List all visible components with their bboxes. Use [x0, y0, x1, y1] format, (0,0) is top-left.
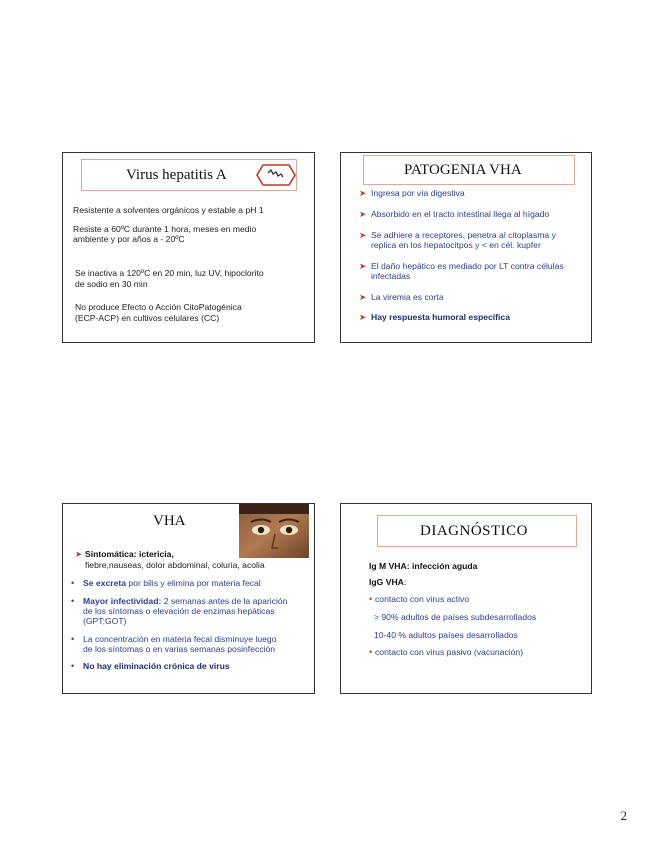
igm-heading: Ig M VHA: infección aguda: [369, 561, 478, 571]
bullet-text: de los síntomas o elevación de enzimas hepáticas: [83, 606, 275, 616]
text-line: Resistente a solventes orgánicos y estable a pH 1: [73, 205, 264, 215]
bullet-text: contacto con virus pasivo (vacunación): [375, 647, 524, 657]
slide-virus-hepatitis-a: [62, 152, 315, 343]
bullet-text: Se excreta por bilis y elimina por materia fecal: [83, 578, 261, 588]
bullet-arrow-icon: ➤: [359, 209, 367, 219]
slide-vha: [62, 503, 315, 694]
page-number: 2: [620, 808, 627, 823]
slide-title: VHA: [153, 513, 186, 529]
symptoms-heading: Sintomática: ictericia,: [85, 549, 174, 559]
bullet-arrow-icon: ➤: [359, 230, 367, 240]
bullet-text: contacto con virus activo: [375, 594, 470, 604]
bullet-dot-icon: •: [71, 578, 75, 588]
bullet-dot-icon: •: [369, 594, 373, 604]
bullet-text: (GPT;GOT): [83, 616, 127, 626]
bullet-text: La viremia es corta: [371, 292, 444, 302]
bullet-text: Ingresa por vía digestiva: [371, 188, 465, 198]
bullet-text: de los síntomas o en varias semanas posinfección: [83, 644, 276, 654]
bullet-text: 10-40 % adultos países desarrollados: [374, 630, 518, 640]
bullet-text: La concentración en materia fecal disminuye luego: [83, 634, 277, 644]
slide-title-box: [81, 159, 297, 191]
patient-face-image: [239, 504, 309, 558]
bullet-dot-icon: •: [71, 596, 75, 606]
bullet-dot-icon: •: [71, 634, 75, 644]
slide-title: Virus hepatitis A: [126, 167, 227, 183]
bullet-text: replica en los hepatocitpos y < en cél. kupfer: [371, 240, 541, 250]
slide-title: DIAGNÓSTICO: [420, 523, 528, 539]
slide-title-box: [363, 155, 575, 185]
bullet-arrow-icon: ➤: [359, 312, 367, 322]
bullet-arrow-icon: ➤: [359, 261, 367, 271]
bullet-text: Se adhiere a receptores, penetra al citoplasma y: [371, 230, 556, 240]
bullet-arrow-icon: ➤: [359, 188, 367, 198]
bullet-arrow-icon: ➤: [75, 549, 83, 559]
slide-diagnostico: [340, 503, 592, 694]
text-line: No produce Efecto o Acción CitoPatogénica: [75, 302, 242, 312]
bullet-dot-icon: •: [71, 661, 75, 671]
slide-title-box: [377, 515, 577, 547]
bullet-text: Mayor infectividad: 2 semanas antes de la aparición: [83, 596, 288, 606]
bullet-text: > 90% adultos de países subdesarrollados: [374, 612, 537, 622]
bullet-text: Absorbido en el tracto intestinal llega al hígado: [371, 209, 550, 219]
text-line: Se inactiva a 120ºC en 20 min, luz UV, hipoclorito: [75, 268, 264, 278]
bullet-text: El daño hepático es mediado por LT contra células: [371, 261, 564, 271]
bullet-text: infectadas: [371, 271, 411, 281]
slide-title: PATOGENIA VHA: [404, 162, 522, 178]
text-line: ambiente y por años a - 20ºC: [73, 234, 185, 244]
bullet-text: No hay eliminación crónica de virus: [83, 661, 230, 671]
igg-heading: IgG VHA:: [369, 577, 407, 587]
symptoms-text: fiebre,nauseas, dolor abdominal, coluria, acolia: [85, 560, 265, 570]
bullet-arrow-icon: ➤: [359, 292, 367, 302]
text-line: (ECP-ACP) en cultivos celulares (CC): [75, 313, 220, 323]
text-line: Resiste a 60ºC durante 1 hora, meses en medio: [73, 224, 257, 234]
text-line: de sodio en 30 min: [75, 279, 148, 289]
bullet-dot-icon: •: [369, 647, 373, 657]
slide-patogenia-vha: [340, 152, 592, 343]
virus-logo-icon: [256, 163, 296, 187]
bullet-text: Hay respuesta humoral específica: [371, 312, 510, 322]
